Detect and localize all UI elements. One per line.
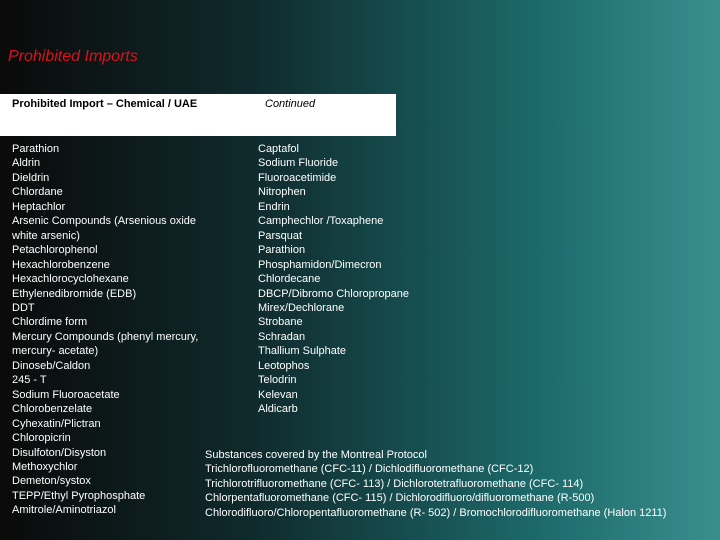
list-item: Methoxychlor	[12, 460, 78, 473]
list-item: Mirex/Dechlorane	[258, 301, 345, 314]
header-right-label: Continued	[265, 98, 316, 110]
list-item: Sodium Fluoroacetate	[12, 388, 120, 401]
list-item: Telodrin	[258, 374, 297, 387]
list-item: white arsenic)	[12, 229, 80, 242]
list-item: Trichlorofluoromethane (CFC-11) / Dichlodifluoromethane (CFC-12)	[205, 463, 534, 476]
list-item: Chlordane	[12, 186, 63, 199]
list-item: mercury- acetate)	[12, 345, 99, 358]
list-item: Ethylenedibromide (EDB)	[12, 287, 137, 300]
list-item: Cyhexatin/Plictran	[12, 417, 101, 430]
list-item: Phosphamidon/Dimecron	[258, 258, 382, 271]
list-item: Kelevan	[258, 388, 298, 401]
slide-title: Prohibited Imports	[8, 48, 138, 65]
list-item: Chlorpentafluoromethane (CFC- 115) / Dichlorodifluoro/difluoromethane (R-500)	[205, 492, 595, 505]
list-item: Captafol	[258, 143, 299, 155]
list-item: Nitrophen	[258, 186, 306, 199]
list-item: Hexachlorocyclohexane	[12, 273, 129, 286]
list-item: Arsenic Compounds (Arsenious oxide	[12, 215, 197, 228]
list-item: Leotophos	[258, 359, 310, 372]
list-item: Parathion	[12, 143, 60, 155]
left-chemical-list	[12, 142, 198, 518]
list-item: Sodium Fluoride	[258, 157, 339, 170]
list-item: Chlorobenzelate	[12, 403, 93, 416]
list-item: Demeton/systox	[12, 475, 91, 488]
list-item: Petachlorophenol	[12, 244, 98, 257]
list-item: Aldrin	[12, 157, 41, 170]
right-chemical-list	[258, 142, 409, 417]
list-item: Amitrole/Aminotriazol	[12, 504, 116, 517]
list-item: Endrin	[258, 200, 290, 213]
header-left-label: Prohibited Import – Chemical / UAE	[12, 98, 198, 110]
list-item: Chlordime form	[12, 316, 88, 329]
montreal-protocol-section	[205, 448, 666, 520]
list-item: Schradan	[258, 330, 306, 343]
list-item: Trichlorotrifluoromethane (CFC- 113) / Dichlorotetrafluoromethane (CFC- 114)	[205, 477, 584, 490]
list-item: Mercury Compounds (phenyl mercury,	[12, 330, 199, 343]
list-item: Dinoseb/Caldon	[12, 359, 91, 372]
list-item: Chlorodifluoro/Chloropentafluoromethane (R- 502) / Bromochlorodifluoromethane (Halon 1211)	[205, 506, 667, 519]
list-item: Thallium Sulphate	[258, 345, 347, 358]
list-item: Aldicarb	[258, 403, 298, 416]
list-item: Camphechlor /Toxaphene	[258, 215, 384, 228]
list-item: Parsquat	[258, 229, 303, 242]
list-item: TEPP/Ethyl Pyrophosphate	[12, 489, 146, 502]
list-item: Disulfoton/Disyston	[12, 446, 107, 459]
list-item: Chlordecane	[258, 273, 321, 286]
montreal-heading: Substances covered by the Montreal Protocol	[205, 449, 427, 461]
list-item: DBCP/Dibromo Chloropropane	[258, 287, 410, 300]
list-item: Dieldrin	[12, 171, 50, 184]
list-item: Hexachlorobenzene	[12, 258, 110, 271]
list-item: Chloropicrin	[12, 432, 71, 445]
list-item: Parathion	[258, 244, 306, 257]
list-item: DDT	[12, 301, 35, 314]
list-item: Heptachlor	[12, 200, 66, 213]
list-item: 245 - T	[12, 374, 47, 387]
list-item: Fluoroacetimide	[258, 171, 337, 184]
list-item: Strobane	[258, 316, 303, 329]
